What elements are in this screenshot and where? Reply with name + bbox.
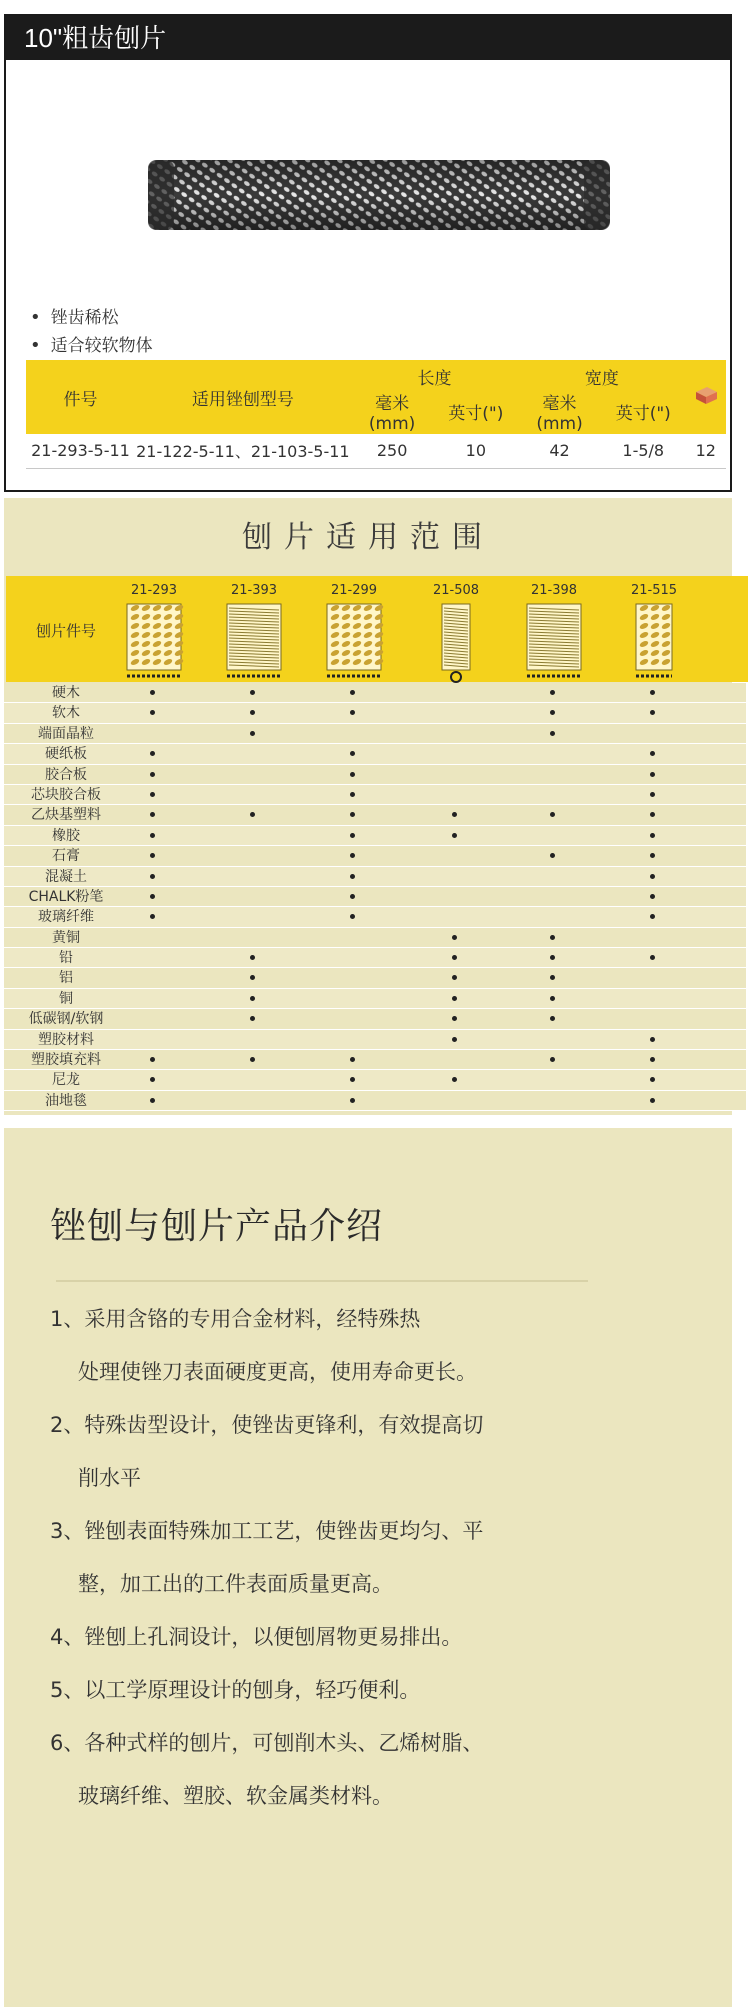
material-name: 尼龙 [52, 1072, 80, 1089]
cell-width-in: 1-5/8 [601, 434, 686, 468]
applicable-dot [650, 833, 655, 838]
material-name: 玻璃纤维 [38, 909, 94, 926]
applicable-dot [350, 751, 355, 756]
table-row [26, 434, 726, 468]
applicable-dot [350, 833, 355, 838]
range-header [6, 576, 748, 682]
applicable-dot [650, 1077, 655, 1082]
applicable-dot [452, 975, 457, 980]
table-row [4, 989, 746, 1009]
feature-list [30, 304, 153, 360]
product-title: 10"粗齿刨片 [6, 16, 730, 60]
applicable-dot [452, 996, 457, 1001]
applicable-dot [650, 1057, 655, 1062]
applicable-dot [150, 812, 155, 817]
blade-code: 21-398 [530, 583, 578, 598]
applicable-dot [150, 690, 155, 695]
table-row [4, 1030, 746, 1050]
intro-point [50, 1664, 690, 1717]
applicable-dot [550, 812, 555, 817]
blade-thumbnail-icon [224, 602, 284, 684]
applicable-dot [650, 894, 655, 899]
material-name: 芯块胶合板 [31, 786, 101, 803]
material-name: 铜 [59, 990, 73, 1007]
applicable-dot [550, 731, 555, 736]
applicable-dot [350, 812, 355, 817]
applicable-dot [350, 792, 355, 797]
col-qty [686, 360, 726, 434]
applicable-dot [250, 996, 255, 1001]
applicable-dot [250, 955, 255, 960]
point-text: 3、锉刨表面特殊加工工艺，使锉齿更均匀、平 [50, 1519, 484, 1543]
point-continuation: 整，加工出的工件表面质量更高。 [78, 1572, 393, 1596]
applicable-dot [150, 772, 155, 777]
point-text: 1、采用含铬的专用合金材料，经特殊热 [50, 1307, 421, 1331]
point-text: 5、以工学原理设计的刨身，轻巧便利。 [50, 1678, 421, 1702]
material-name: 硬纸板 [45, 746, 87, 763]
col-width-in: 英寸(") [601, 389, 686, 434]
applicable-dot [350, 690, 355, 695]
applicable-dot [250, 731, 255, 736]
material-name: CHALK粉笔 [28, 888, 104, 905]
intro-section [4, 1128, 732, 2007]
applicable-dot [650, 772, 655, 777]
col-length: 长度 [351, 360, 518, 389]
table-row [4, 867, 746, 887]
applicable-dot [550, 853, 555, 858]
table-row [4, 968, 746, 988]
table-row [4, 785, 746, 805]
applicable-dot [350, 772, 355, 777]
applicable-dot [550, 935, 555, 940]
applicable-dot [650, 690, 655, 695]
applicable-dot [550, 955, 555, 960]
table-row [4, 744, 746, 764]
point-text: 4、锉刨上孔洞设计，以便刨屑物更易排出。 [50, 1625, 463, 1649]
point-continuation: 削水平 [78, 1466, 141, 1490]
point-text: 6、各种式样的刨片，可刨削木头、乙烯树脂、 [50, 1731, 484, 1755]
divider [56, 1280, 588, 1282]
table-row [4, 928, 746, 948]
applicable-dot [250, 710, 255, 715]
applicable-dot [550, 1016, 555, 1021]
applicable-dot [350, 914, 355, 919]
applicable-dot [550, 690, 555, 695]
applicable-dot [150, 853, 155, 858]
blade-thumbnail-icon [324, 602, 384, 684]
table-row [4, 683, 746, 703]
applicable-dot [350, 853, 355, 858]
feature-item: • 锉齿稀松 [30, 304, 153, 332]
applicable-dot [452, 1077, 457, 1082]
table-row [4, 1050, 746, 1070]
applicable-dot [250, 812, 255, 817]
col-length-in: 英寸(") [433, 389, 518, 434]
blade-code: 21-293 [130, 583, 178, 598]
table-row [4, 907, 746, 927]
blade-column-21-393 [204, 582, 304, 684]
applicable-dot [150, 833, 155, 838]
cell-width-mm: 42 [518, 434, 601, 468]
table-row [4, 887, 746, 907]
intro-point [50, 1505, 690, 1611]
applicable-dot [650, 792, 655, 797]
applicable-dot [150, 874, 155, 879]
col-length-mm: 毫米 (mm) [351, 389, 434, 434]
material-name: 胶合板 [45, 766, 87, 783]
applicable-dot [250, 1057, 255, 1062]
cell-qty: 12 [686, 434, 726, 468]
applicable-dot [650, 1098, 655, 1103]
blade-column-21-299 [304, 582, 404, 684]
applicable-dot [350, 1057, 355, 1062]
applicable-dot [650, 751, 655, 756]
material-name: 塑胶材料 [38, 1031, 94, 1048]
applicable-dot [150, 710, 155, 715]
col-width-mm: 毫米 (mm) [518, 389, 601, 434]
intro-title: 锉刨与刨片产品介绍 [50, 1206, 384, 1247]
applicable-dot [452, 1037, 457, 1042]
table-row [4, 826, 746, 846]
material-name: 乙炔基塑料 [31, 807, 101, 824]
applicable-dot [550, 996, 555, 1001]
blade-thumbnail-icon [426, 602, 486, 684]
applicable-dot [650, 874, 655, 879]
applicable-dot [550, 975, 555, 980]
blade-thumbnail-icon [624, 602, 684, 684]
material-name: 混凝土 [45, 868, 87, 885]
range-rows [4, 683, 746, 1111]
applicable-dot [650, 914, 655, 919]
intro-point [50, 1293, 690, 1399]
material-name: 黄铜 [52, 929, 80, 946]
blade-code: 21-508 [432, 583, 480, 598]
material-name: 橡胶 [52, 827, 80, 844]
cell-length-in: 10 [433, 434, 518, 468]
intro-point [50, 1611, 690, 1664]
table-row [4, 703, 746, 723]
applicable-dot [452, 955, 457, 960]
cell-length-mm: 250 [351, 434, 434, 468]
cell-models: 21-122-5-11、21-103-5-11 [135, 434, 351, 468]
applicable-dot [650, 1037, 655, 1042]
material-name: 塑胶填充料 [31, 1052, 101, 1069]
applicable-dot [150, 1098, 155, 1103]
spec-table [26, 360, 726, 469]
intro-point [50, 1399, 690, 1505]
table-row [4, 724, 746, 744]
point-continuation: 玻璃纤维、塑胶、软金属类材料。 [78, 1784, 393, 1808]
applicable-dot [650, 812, 655, 817]
material-name: 铝 [59, 970, 73, 987]
table-row [4, 765, 746, 785]
applicable-dot [350, 710, 355, 715]
table-row [4, 948, 746, 968]
applicable-dot [650, 710, 655, 715]
applicable-dot [250, 690, 255, 695]
applicable-dot [150, 1057, 155, 1062]
applicable-dot [350, 874, 355, 879]
table-row [4, 846, 746, 866]
applicable-dot [150, 914, 155, 919]
range-title: 刨片适用范围 [242, 520, 494, 555]
applicable-dot [250, 975, 255, 980]
col-width: 宽度 [518, 360, 685, 389]
blade-thumbnail-icon [524, 602, 584, 684]
applicable-dot [452, 1016, 457, 1021]
blade-column-21-398 [504, 582, 604, 684]
applicable-dot [150, 1077, 155, 1082]
material-name: 端面晶粒 [38, 725, 94, 742]
table-row [4, 805, 746, 825]
range-section [4, 498, 732, 1115]
blade-column-21-515 [604, 582, 704, 684]
blade-column-21-293 [104, 582, 204, 684]
material-name: 石膏 [52, 848, 80, 865]
applicable-dot [452, 833, 457, 838]
blade-code: 21-299 [330, 583, 378, 598]
applicable-dot [550, 1057, 555, 1062]
material-name: 硬木 [52, 685, 80, 701]
applicable-dot [150, 792, 155, 797]
intro-points [50, 1293, 690, 1823]
product-card [4, 14, 732, 492]
range-label: 刨片件号 [36, 622, 97, 640]
blade-code: 21-393 [230, 583, 278, 598]
material-name: 软木 [52, 705, 80, 722]
blade-code: 21-515 [630, 583, 678, 598]
blade-column-21-508 [406, 582, 506, 684]
applicable-dot [350, 1098, 355, 1103]
applicable-dot [350, 1077, 355, 1082]
applicable-dot [150, 894, 155, 899]
table-row [4, 1009, 746, 1029]
col-part-no: 件号 [26, 360, 135, 434]
package-icon [693, 384, 719, 406]
applicable-dot [650, 955, 655, 960]
applicable-dot [150, 751, 155, 756]
table-row [4, 1091, 746, 1111]
applicable-dot [350, 894, 355, 899]
col-models: 适用锉刨型号 [135, 360, 351, 434]
material-name: 铅 [59, 950, 73, 967]
material-name: 低碳钢/软钢 [28, 1011, 104, 1028]
intro-point [50, 1717, 690, 1823]
rasp-blade-image [144, 150, 614, 240]
point-continuation: 处理使锉刀表面硬度更高，使用寿命更长。 [78, 1360, 477, 1384]
applicable-dot [452, 935, 457, 940]
applicable-dot [452, 812, 457, 817]
applicable-dot [250, 1016, 255, 1021]
cell-part-no: 21-293-5-11 [26, 434, 135, 468]
feature-item: • 适合较软物体 [30, 332, 153, 360]
point-text: 2、特殊齿型设计，使锉齿更锋利，有效提高切 [50, 1413, 484, 1437]
applicable-dot [650, 853, 655, 858]
blade-thumbnail-icon [124, 602, 184, 684]
table-row [4, 1070, 746, 1090]
material-name: 油地毯 [45, 1092, 87, 1109]
applicable-dot [550, 710, 555, 715]
